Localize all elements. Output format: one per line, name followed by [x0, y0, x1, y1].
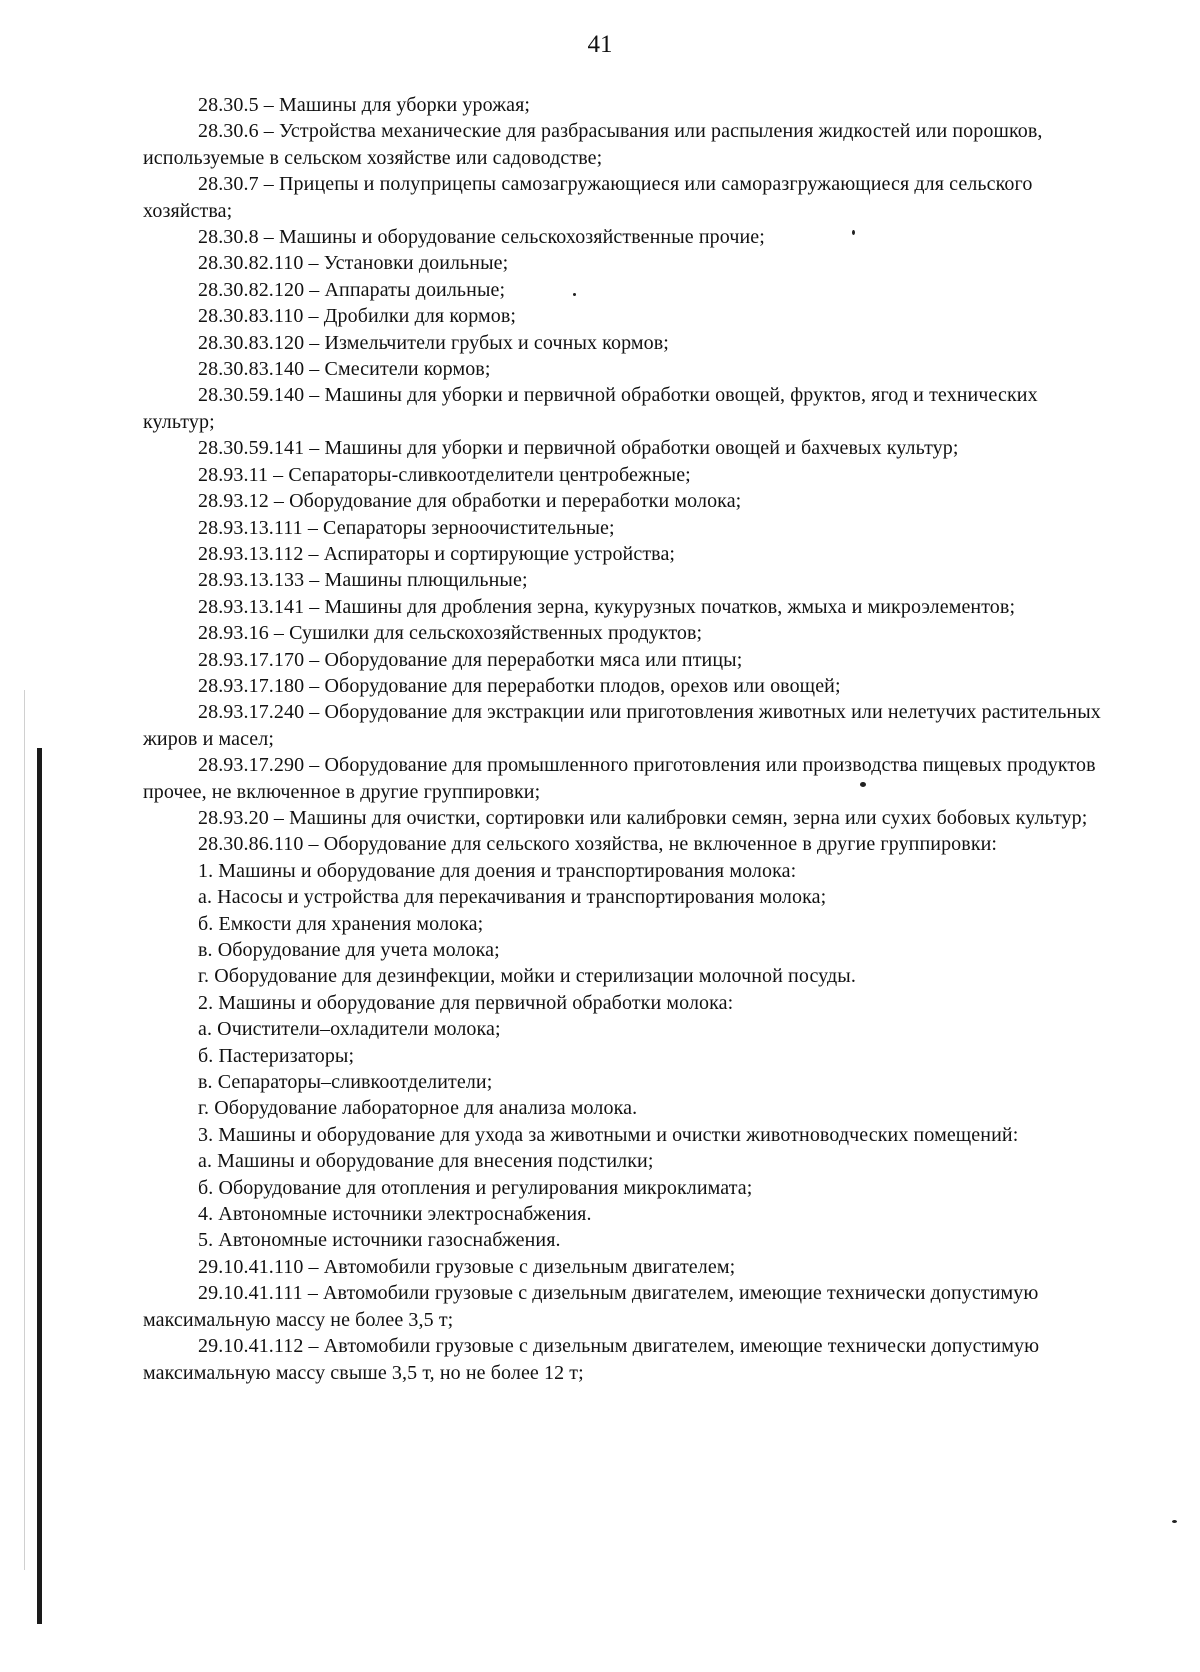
list-item: 28.30.59.140 – Машины для уборки и первичной обработки овощей, фруктов, ягод и технических культур;	[143, 384, 1038, 433]
list-item: а. Очистители–охладители молока;	[198, 1018, 501, 1041]
scan-shadow-line	[24, 690, 25, 1570]
list-item: 28.93.13.133 – Машины плющильные;	[198, 569, 528, 592]
list-item: 5. Автономные источники газоснабжения.	[198, 1229, 561, 1252]
list-item: 28.30.83.120 – Измельчители грубых и сочных кормов;	[198, 331, 669, 354]
list-item: а. Насосы и устройства для перекачивания и транспортирования молока;	[198, 886, 827, 909]
list-item: г. Оборудование для дезинфекции, мойки и стерилизации молочной посуды.	[198, 965, 856, 988]
list-item: 28.93.16 – Сушилки для сельскохозяйственных продуктов;	[198, 622, 703, 645]
classifier-list	[143, 92, 1103, 1386]
scan-speck	[1172, 1520, 1177, 1523]
list-item: 28.93.17.180 – Оборудование для переработки плодов, орехов или овощей;	[198, 674, 841, 697]
page-number: 41	[587, 31, 613, 58]
list-item: 28.93.13.112 – Аспираторы и сортирующие устройства;	[198, 542, 676, 565]
list-item: 28.93.13.111 – Сепараторы зерноочистительные;	[198, 516, 615, 539]
list-item: 28.93.20 – Машины для очистки, сортировки или калибровки семян, зерна или сухих бобовых культур;	[198, 806, 1088, 829]
list-item: 28.93.17.170 – Оборудование для переработки мяса или птицы;	[198, 648, 743, 671]
list-item: 28.93.12 – Оборудование для обработки и переработки молока;	[198, 490, 742, 513]
list-item: 3. Машины и оборудование для ухода за животными и очистки животноводческих помещений:	[198, 1123, 1019, 1146]
list-item: 29.10.41.112 – Автомобили грузовые с дизельным двигателем, имеющие технически допустимую максимальную массу свыше 3,5 т, но не более 12 т;	[143, 1335, 1040, 1384]
list-item: 28.93.17.240 – Оборудование для экстракции или приготовления животных или нелетучих растительных жиров и масел;	[143, 701, 1101, 750]
list-item: 28.30.5 – Машины для уборки урожая;	[198, 94, 531, 116]
list-item: 29.10.41.110 – Автомобили грузовые с дизельным двигателем;	[198, 1255, 736, 1278]
list-item: а. Машины и оборудование для внесения подстилки;	[198, 1150, 654, 1173]
list-item: б. Пастеризаторы;	[198, 1044, 355, 1067]
list-item: 28.30.7 – Прицепы и полуприцепы самозагружающиеся или саморазгружающиеся для сельского хозяйства;	[143, 173, 1033, 222]
list-item: 4. Автономные источники электроснабжения.	[198, 1203, 592, 1226]
list-item: 2. Машины и оборудование для первичной обработки молока:	[198, 991, 734, 1014]
list-item: 29.10.41.111 – Автомобили грузовые с дизельным двигателем, имеющие технически допустимую максимальную массу не более 3,5 т;	[143, 1282, 1039, 1331]
list-item: 28.30.8 – Машины и оборудование сельскохозяйственные прочие;	[198, 226, 765, 249]
list-item: 1. Машины и оборудование для доения и транспортирования молока:	[198, 859, 797, 882]
list-item: г. Оборудование лабораторное для анализа молока.	[198, 1097, 638, 1120]
list-item: 28.30.86.110 – Оборудование для сельского хозяйства, не включенное в другие группировки:	[198, 833, 998, 856]
list-item: 28.30.82.110 – Установки доильные;	[198, 252, 509, 275]
list-item: 28.93.13.141 – Машины для дробления зерна, кукурузных початков, жмыха и микроэлементов;	[198, 595, 1016, 618]
list-item: 28.30.83.110 – Дробилки для кормов;	[198, 305, 517, 328]
list-item: б. Оборудование для отопления и регулирования микроклимата;	[198, 1176, 753, 1199]
list-item: б. Емкости для хранения молока;	[198, 912, 484, 935]
list-item: 28.30.82.120 – Аппараты доильные;	[198, 278, 506, 301]
list-item: в. Сепараторы–сливкоотделители;	[198, 1071, 493, 1094]
list-item: 28.30.59.141 – Машины для уборки и первичной обработки овощей и бахчевых культур;	[198, 437, 959, 460]
list-item: 28.93.17.290 – Оборудование для промышленного приготовления или производства пищевых продуктов прочее, не включенное в другие группировки;	[143, 754, 1096, 803]
scan-binding-edge	[37, 748, 42, 1624]
list-item: 28.30.83.140 – Смесители кормов;	[198, 358, 491, 381]
list-item: 28.93.11 – Сепараторы-сливкоотделители центробежные;	[198, 463, 691, 486]
list-item: 28.30.6 – Устройства механические для разбрасывания или распыления жидкостей или порошков, используемые в сельском хозяйстве или садоводстве;	[143, 120, 1043, 169]
list-item: в. Оборудование для учета молока;	[198, 939, 500, 961]
